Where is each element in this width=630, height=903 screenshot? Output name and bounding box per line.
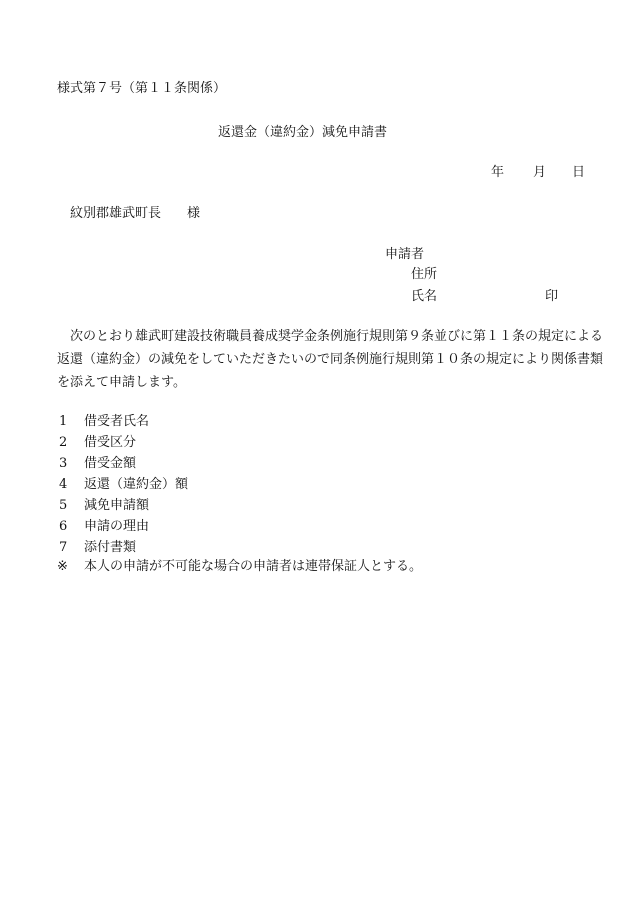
item-text: 借受者氏名 (84, 414, 150, 429)
document-title: 返還金（違約金）減免申請書 (218, 125, 388, 140)
item-number: 2 (59, 435, 68, 450)
item-text: 借受区分 (84, 435, 137, 450)
item-text: 返還（違約金）額 (84, 477, 189, 492)
item-text: 申請の理由 (84, 519, 150, 534)
address-label: 住所 (411, 267, 438, 282)
item-text: 添付書類 (84, 540, 137, 555)
date-year: 年 (491, 165, 505, 180)
item-number: 7 (59, 540, 68, 555)
application-body: 次のとおり雄武町建設技術職員養成奨学金条例施行規則第９条並びに第１１条の規定による返還（違約金）の減免をしていただきたいので同条例施行規則第１０条の規定により関係書類を添えて申請します。 (57, 329, 604, 390)
note-mark: ※ (57, 559, 68, 574)
date-day: 日 (572, 165, 586, 180)
addressee: 紋別郡雄武町長 様 (70, 206, 201, 221)
seal-mark: 印 (545, 289, 559, 304)
item-number: 6 (59, 519, 68, 534)
item-number: 1 (59, 414, 68, 429)
name-label: 氏名 (411, 289, 438, 304)
item-number: 3 (59, 456, 68, 471)
item-text: 減免申請額 (84, 498, 150, 513)
item-text: 借受金額 (84, 456, 137, 471)
applicant-label: 申請者 (385, 247, 425, 262)
form-label: 様式第７号（第１１条関係） (57, 81, 227, 96)
item-number: 5 (59, 498, 68, 513)
date-month: 月 (533, 165, 547, 180)
item-number: 4 (59, 477, 68, 492)
note-text: 本人の申請が不可能な場合の申請者は連帯保証人とする。 (84, 559, 423, 574)
